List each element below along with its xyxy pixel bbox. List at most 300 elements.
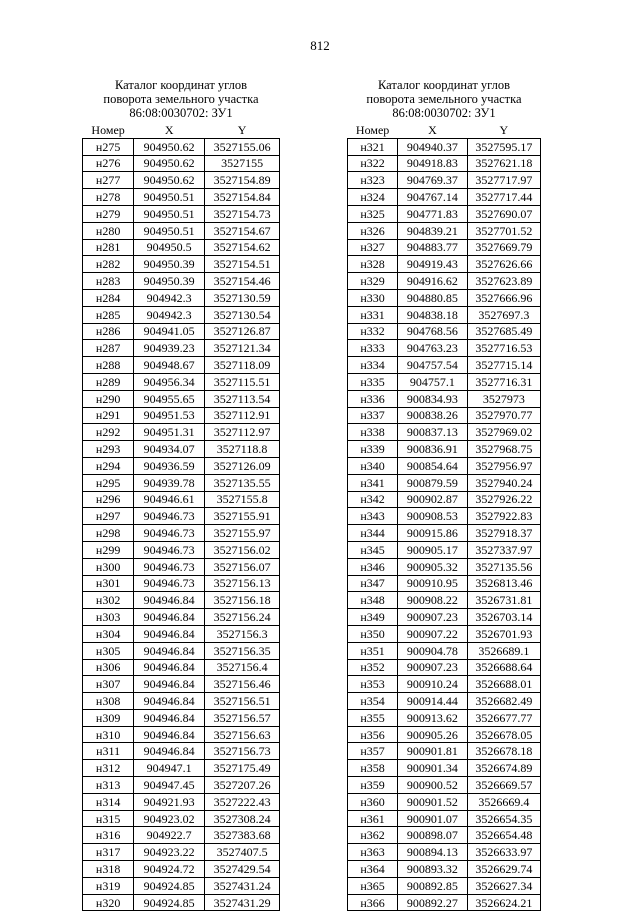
- x-coordinate-cell: 900905.17: [398, 541, 467, 558]
- left-coordinate-catalog: [82, 78, 280, 911]
- y-coordinate-cell: 3526654.48: [467, 827, 540, 844]
- x-coordinate-cell: 904950.51: [134, 222, 205, 239]
- header-y: Y: [467, 122, 540, 138]
- point-number-cell: н334: [348, 357, 398, 374]
- x-coordinate-cell: 904946.73: [134, 508, 205, 525]
- table-row: [83, 474, 280, 491]
- table-row: [83, 709, 280, 726]
- point-number-cell: н328: [348, 256, 398, 273]
- table-row: [83, 625, 280, 642]
- y-coordinate-cell: 3527156.57: [205, 709, 280, 726]
- point-number-cell: н295: [83, 474, 134, 491]
- table-row: [348, 457, 541, 474]
- x-coordinate-cell: 904946.73: [134, 558, 205, 575]
- table-row: [83, 373, 280, 390]
- table-row: [348, 172, 541, 189]
- point-number-cell: н350: [348, 625, 398, 642]
- point-number-cell: н348: [348, 592, 398, 609]
- point-number-cell: н317: [83, 844, 134, 861]
- point-number-cell: н335: [348, 373, 398, 390]
- x-coordinate-cell: 900914.44: [398, 693, 467, 710]
- y-coordinate-cell: 3526689.1: [467, 642, 540, 659]
- y-coordinate-cell: 3527407.5: [205, 844, 280, 861]
- x-coordinate-cell: 904880.85: [398, 289, 467, 306]
- point-number-cell: н315: [83, 810, 134, 827]
- point-number-cell: н316: [83, 827, 134, 844]
- x-coordinate-cell: 904950.39: [134, 273, 205, 290]
- y-coordinate-cell: 3527112.91: [205, 407, 280, 424]
- y-coordinate-cell: 3527126.87: [205, 323, 280, 340]
- table-row: [83, 390, 280, 407]
- x-coordinate-cell: 900905.26: [398, 726, 467, 743]
- point-number-cell: н289: [83, 373, 134, 390]
- point-number-cell: н337: [348, 407, 398, 424]
- point-number-cell: н352: [348, 659, 398, 676]
- x-coordinate-cell: 900904.78: [398, 642, 467, 659]
- x-coordinate-cell: 904946.84: [134, 676, 205, 693]
- point-number-cell: н339: [348, 441, 398, 458]
- y-coordinate-cell: 3526731.81: [467, 592, 540, 609]
- table-row: [348, 273, 541, 290]
- y-coordinate-cell: 3527926.22: [467, 491, 540, 508]
- point-number-cell: н324: [348, 189, 398, 206]
- table-header-row: [348, 122, 541, 138]
- table-row: [348, 357, 541, 374]
- point-number-cell: н281: [83, 239, 134, 256]
- x-coordinate-cell: 900900.52: [398, 777, 467, 794]
- y-coordinate-cell: 3526678.18: [467, 743, 540, 760]
- x-coordinate-cell: 904946.84: [134, 592, 205, 609]
- y-coordinate-cell: 3527956.97: [467, 457, 540, 474]
- y-coordinate-cell: 3527690.07: [467, 205, 540, 222]
- table-row: [83, 155, 280, 172]
- point-number-cell: н332: [348, 323, 398, 340]
- table-row: [348, 609, 541, 626]
- point-number-cell: н354: [348, 693, 398, 710]
- y-coordinate-cell: 3526677.77: [467, 709, 540, 726]
- table-row: [348, 558, 541, 575]
- x-coordinate-cell: 904771.83: [398, 205, 467, 222]
- point-number-cell: н330: [348, 289, 398, 306]
- y-coordinate-cell: 3526669.4: [467, 793, 540, 810]
- x-coordinate-cell: 904946.84: [134, 659, 205, 676]
- table-row: [83, 357, 280, 374]
- y-coordinate-cell: 3527337.97: [467, 541, 540, 558]
- x-coordinate-cell: 900879.59: [398, 474, 467, 491]
- x-coordinate-cell: 904940.37: [398, 138, 467, 155]
- table-row: [348, 760, 541, 777]
- x-coordinate-cell: 900854.64: [398, 457, 467, 474]
- y-coordinate-cell: 3527126.09: [205, 457, 280, 474]
- point-number-cell: н342: [348, 491, 398, 508]
- header-y: Y: [205, 122, 280, 138]
- page-number: 812: [310, 38, 330, 53]
- x-coordinate-cell: 904922.7: [134, 827, 205, 844]
- table-row: [83, 777, 280, 794]
- table-row: [83, 609, 280, 626]
- table-row: [83, 205, 280, 222]
- table-row: [83, 525, 280, 542]
- point-number-cell: н284: [83, 289, 134, 306]
- table-header-row: [83, 122, 280, 138]
- y-coordinate-cell: 3527431.29: [205, 894, 280, 911]
- table-row: [348, 541, 541, 558]
- point-number-cell: н312: [83, 760, 134, 777]
- y-coordinate-cell: 3527155.06: [205, 138, 280, 155]
- x-coordinate-cell: 900898.07: [398, 827, 467, 844]
- table-row: [83, 844, 280, 861]
- point-number-cell: н308: [83, 693, 134, 710]
- table-row: [83, 441, 280, 458]
- table-row: [348, 205, 541, 222]
- point-number-cell: н298: [83, 525, 134, 542]
- table-row: [83, 424, 280, 441]
- table-row: [348, 424, 541, 441]
- x-coordinate-cell: 900893.32: [398, 861, 467, 878]
- x-coordinate-cell: 904883.77: [398, 239, 467, 256]
- x-coordinate-cell: 904757.54: [398, 357, 467, 374]
- y-coordinate-cell: 3526629.74: [467, 861, 540, 878]
- table-row: [83, 273, 280, 290]
- x-coordinate-cell: 904950.39: [134, 256, 205, 273]
- point-number-cell: н359: [348, 777, 398, 794]
- y-coordinate-cell: 3526627.34: [467, 877, 540, 894]
- table-row: [83, 861, 280, 878]
- y-coordinate-cell: 3527154.62: [205, 239, 280, 256]
- table-row: [348, 239, 541, 256]
- table-row: [83, 877, 280, 894]
- x-coordinate-cell: 904942.3: [134, 289, 205, 306]
- x-coordinate-cell: 904768.56: [398, 323, 467, 340]
- x-coordinate-cell: 900838.26: [398, 407, 467, 424]
- x-coordinate-cell: 900894.13: [398, 844, 467, 861]
- point-number-cell: н292: [83, 424, 134, 441]
- y-coordinate-cell: 3527715.14: [467, 357, 540, 374]
- table-row: [348, 844, 541, 861]
- table-row: [348, 777, 541, 794]
- x-coordinate-cell: 900910.95: [398, 575, 467, 592]
- y-coordinate-cell: 3526624.21: [467, 894, 540, 911]
- left-catalog-caption: [82, 78, 280, 120]
- table-row: [348, 407, 541, 424]
- point-number-cell: н366: [348, 894, 398, 911]
- table-row: [348, 659, 541, 676]
- point-number-cell: н313: [83, 777, 134, 794]
- point-number-cell: н321: [348, 138, 398, 155]
- point-number-cell: н293: [83, 441, 134, 458]
- y-coordinate-cell: 3527156.63: [205, 726, 280, 743]
- y-coordinate-cell: 3527666.96: [467, 289, 540, 306]
- table-row: [83, 172, 280, 189]
- table-row: [348, 138, 541, 155]
- x-coordinate-cell: 904946.84: [134, 609, 205, 626]
- y-coordinate-cell: 3527156.3: [205, 625, 280, 642]
- point-number-cell: н301: [83, 575, 134, 592]
- y-coordinate-cell: 3527697.3: [467, 306, 540, 323]
- x-coordinate-cell: 900902.87: [398, 491, 467, 508]
- caption-line: Каталог координат углов: [377, 78, 511, 92]
- point-number-cell: н290: [83, 390, 134, 407]
- y-coordinate-cell: 3527156.02: [205, 541, 280, 558]
- y-coordinate-cell: 3527626.66: [467, 256, 540, 273]
- point-number-cell: н360: [348, 793, 398, 810]
- table-row: [348, 625, 541, 642]
- x-coordinate-cell: 900892.27: [398, 894, 467, 911]
- y-coordinate-cell: 3527118.8: [205, 441, 280, 458]
- x-coordinate-cell: 904947.1: [134, 760, 205, 777]
- x-coordinate-cell: 904946.84: [134, 726, 205, 743]
- point-number-cell: н346: [348, 558, 398, 575]
- table-row: [348, 289, 541, 306]
- x-coordinate-cell: 904924.85: [134, 877, 205, 894]
- x-coordinate-cell: 900910.24: [398, 676, 467, 693]
- point-number-cell: н285: [83, 306, 134, 323]
- y-coordinate-cell: 3527135.55: [205, 474, 280, 491]
- table-row: [348, 676, 541, 693]
- x-coordinate-cell: 904934.07: [134, 441, 205, 458]
- table-row: [83, 239, 280, 256]
- x-coordinate-cell: 900901.34: [398, 760, 467, 777]
- y-coordinate-cell: 3526813.46: [467, 575, 540, 592]
- y-coordinate-cell: 3527156.24: [205, 609, 280, 626]
- point-number-cell: н288: [83, 357, 134, 374]
- y-coordinate-cell: 3527156.35: [205, 642, 280, 659]
- y-coordinate-cell: 3526703.14: [467, 609, 540, 626]
- point-number-cell: н291: [83, 407, 134, 424]
- table-row: [83, 407, 280, 424]
- y-coordinate-cell: 3527429.54: [205, 861, 280, 878]
- y-coordinate-cell: 3527922.83: [467, 508, 540, 525]
- y-coordinate-cell: 3527968.75: [467, 441, 540, 458]
- x-coordinate-cell: 904942.3: [134, 306, 205, 323]
- x-coordinate-cell: 904936.59: [134, 457, 205, 474]
- point-number-cell: н363: [348, 844, 398, 861]
- x-coordinate-cell: 904950.62: [134, 138, 205, 155]
- point-number-cell: н341: [348, 474, 398, 491]
- y-coordinate-cell: 3527716.31: [467, 373, 540, 390]
- point-number-cell: н331: [348, 306, 398, 323]
- point-number-cell: н280: [83, 222, 134, 239]
- y-coordinate-cell: 3527112.97: [205, 424, 280, 441]
- table-row: [348, 743, 541, 760]
- x-coordinate-cell: 904956.34: [134, 373, 205, 390]
- x-coordinate-cell: 904946.73: [134, 575, 205, 592]
- point-number-cell: н323: [348, 172, 398, 189]
- point-number-cell: н326: [348, 222, 398, 239]
- y-coordinate-cell: 3527155.97: [205, 525, 280, 542]
- x-coordinate-cell: 904946.73: [134, 525, 205, 542]
- x-coordinate-cell: 904951.53: [134, 407, 205, 424]
- table-row: [348, 877, 541, 894]
- y-coordinate-cell: 3527595.17: [467, 138, 540, 155]
- point-number-cell: н282: [83, 256, 134, 273]
- point-number-cell: н309: [83, 709, 134, 726]
- y-coordinate-cell: 3527701.52: [467, 222, 540, 239]
- point-number-cell: н277: [83, 172, 134, 189]
- x-coordinate-cell: 904839.21: [398, 222, 467, 239]
- x-coordinate-cell: 904923.02: [134, 810, 205, 827]
- y-coordinate-cell: 3526674.89: [467, 760, 540, 777]
- point-number-cell: н349: [348, 609, 398, 626]
- y-coordinate-cell: 3527154.51: [205, 256, 280, 273]
- y-coordinate-cell: 3526654.35: [467, 810, 540, 827]
- table-row: [348, 793, 541, 810]
- x-coordinate-cell: 900905.32: [398, 558, 467, 575]
- y-coordinate-cell: 3527121.34: [205, 340, 280, 357]
- table-row: [83, 457, 280, 474]
- table-row: [348, 810, 541, 827]
- x-coordinate-cell: 900907.23: [398, 659, 467, 676]
- y-coordinate-cell: 3527717.44: [467, 189, 540, 206]
- x-coordinate-cell: 904767.14: [398, 189, 467, 206]
- y-coordinate-cell: 3527154.67: [205, 222, 280, 239]
- table-row: [348, 306, 541, 323]
- y-coordinate-cell: 3526633.97: [467, 844, 540, 861]
- x-coordinate-cell: 904950.51: [134, 205, 205, 222]
- table-row: [348, 508, 541, 525]
- y-coordinate-cell: 3527308.24: [205, 810, 280, 827]
- x-coordinate-cell: 900892.85: [398, 877, 467, 894]
- point-number-cell: н355: [348, 709, 398, 726]
- point-number-cell: н364: [348, 861, 398, 878]
- right-coordinate-table: [347, 122, 541, 911]
- y-coordinate-cell: 3527130.54: [205, 306, 280, 323]
- table-row: [83, 491, 280, 508]
- point-number-cell: н361: [348, 810, 398, 827]
- y-coordinate-cell: 3527175.49: [205, 760, 280, 777]
- x-coordinate-cell: 900837.13: [398, 424, 467, 441]
- y-coordinate-cell: 3527716.53: [467, 340, 540, 357]
- x-coordinate-cell: 900834.93: [398, 390, 467, 407]
- table-row: [83, 340, 280, 357]
- right-coordinate-catalog: [347, 78, 541, 911]
- table-row: [83, 693, 280, 710]
- point-number-cell: н297: [83, 508, 134, 525]
- table-row: [83, 793, 280, 810]
- y-coordinate-cell: 3527135.56: [467, 558, 540, 575]
- point-number-cell: н333: [348, 340, 398, 357]
- y-coordinate-cell: 3527431.24: [205, 877, 280, 894]
- table-row: [348, 642, 541, 659]
- x-coordinate-cell: 900907.23: [398, 609, 467, 626]
- y-coordinate-cell: 3527155: [205, 155, 280, 172]
- table-row: [83, 541, 280, 558]
- table-row: [348, 693, 541, 710]
- table-row: [83, 592, 280, 609]
- x-coordinate-cell: 904946.84: [134, 625, 205, 642]
- y-coordinate-cell: 3527969.02: [467, 424, 540, 441]
- point-number-cell: н279: [83, 205, 134, 222]
- y-coordinate-cell: 3527222.43: [205, 793, 280, 810]
- table-row: [348, 340, 541, 357]
- point-number-cell: н344: [348, 525, 398, 542]
- x-coordinate-cell: 904838.18: [398, 306, 467, 323]
- table-row: [348, 189, 541, 206]
- point-number-cell: н311: [83, 743, 134, 760]
- y-coordinate-cell: 3526669.57: [467, 777, 540, 794]
- point-number-cell: н345: [348, 541, 398, 558]
- x-coordinate-cell: 904947.45: [134, 777, 205, 794]
- point-number-cell: н296: [83, 491, 134, 508]
- y-coordinate-cell: 3527973: [467, 390, 540, 407]
- table-row: [348, 491, 541, 508]
- table-row: [83, 676, 280, 693]
- point-number-cell: н365: [348, 877, 398, 894]
- x-coordinate-cell: 900836.91: [398, 441, 467, 458]
- y-coordinate-cell: 3526688.01: [467, 676, 540, 693]
- y-coordinate-cell: 3527623.89: [467, 273, 540, 290]
- x-coordinate-cell: 904946.84: [134, 693, 205, 710]
- y-coordinate-cell: 3527156.46: [205, 676, 280, 693]
- y-coordinate-cell: 3527383.68: [205, 827, 280, 844]
- table-row: [348, 222, 541, 239]
- point-number-cell: н307: [83, 676, 134, 693]
- table-row: [83, 894, 280, 911]
- point-number-cell: н356: [348, 726, 398, 743]
- point-number-cell: н318: [83, 861, 134, 878]
- y-coordinate-cell: 3527130.59: [205, 289, 280, 306]
- point-number-cell: н300: [83, 558, 134, 575]
- x-coordinate-cell: 900908.22: [398, 592, 467, 609]
- point-number-cell: н327: [348, 239, 398, 256]
- x-coordinate-cell: 904951.31: [134, 424, 205, 441]
- table-row: [348, 726, 541, 743]
- y-coordinate-cell: 3527156.51: [205, 693, 280, 710]
- table-row: [83, 508, 280, 525]
- x-coordinate-cell: 904946.84: [134, 642, 205, 659]
- y-coordinate-cell: 3527669.79: [467, 239, 540, 256]
- point-number-cell: н340: [348, 457, 398, 474]
- table-row: [348, 390, 541, 407]
- y-coordinate-cell: 3527113.54: [205, 390, 280, 407]
- header-x: X: [134, 122, 205, 138]
- x-coordinate-cell: 904950.5: [134, 239, 205, 256]
- table-row: [83, 306, 280, 323]
- x-coordinate-cell: 904923.22: [134, 844, 205, 861]
- caption-line: Каталог координат углов: [114, 78, 248, 92]
- y-coordinate-cell: 3527154.73: [205, 205, 280, 222]
- point-number-cell: н287: [83, 340, 134, 357]
- x-coordinate-cell: 904918.83: [398, 155, 467, 172]
- y-coordinate-cell: 3527685.49: [467, 323, 540, 340]
- x-coordinate-cell: 900901.81: [398, 743, 467, 760]
- x-coordinate-cell: 904924.85: [134, 894, 205, 911]
- x-coordinate-cell: 904946.84: [134, 709, 205, 726]
- table-row: [83, 575, 280, 592]
- y-coordinate-cell: 3527156.18: [205, 592, 280, 609]
- x-coordinate-cell: 904946.73: [134, 541, 205, 558]
- point-number-cell: н314: [83, 793, 134, 810]
- point-number-cell: н275: [83, 138, 134, 155]
- y-coordinate-cell: 3526701.93: [467, 625, 540, 642]
- header-number: Номер: [348, 122, 398, 138]
- table-row: [83, 659, 280, 676]
- y-coordinate-cell: 3527154.84: [205, 189, 280, 206]
- table-row: [348, 575, 541, 592]
- table-row: [348, 474, 541, 491]
- point-number-cell: н283: [83, 273, 134, 290]
- table-row: [83, 726, 280, 743]
- point-number-cell: н343: [348, 508, 398, 525]
- table-row: [348, 861, 541, 878]
- point-number-cell: н338: [348, 424, 398, 441]
- y-coordinate-cell: 3526678.05: [467, 726, 540, 743]
- y-coordinate-cell: 3527970.77: [467, 407, 540, 424]
- point-number-cell: н302: [83, 592, 134, 609]
- x-coordinate-cell: 900915.86: [398, 525, 467, 542]
- x-coordinate-cell: 904939.23: [134, 340, 205, 357]
- y-coordinate-cell: 3527207.26: [205, 777, 280, 794]
